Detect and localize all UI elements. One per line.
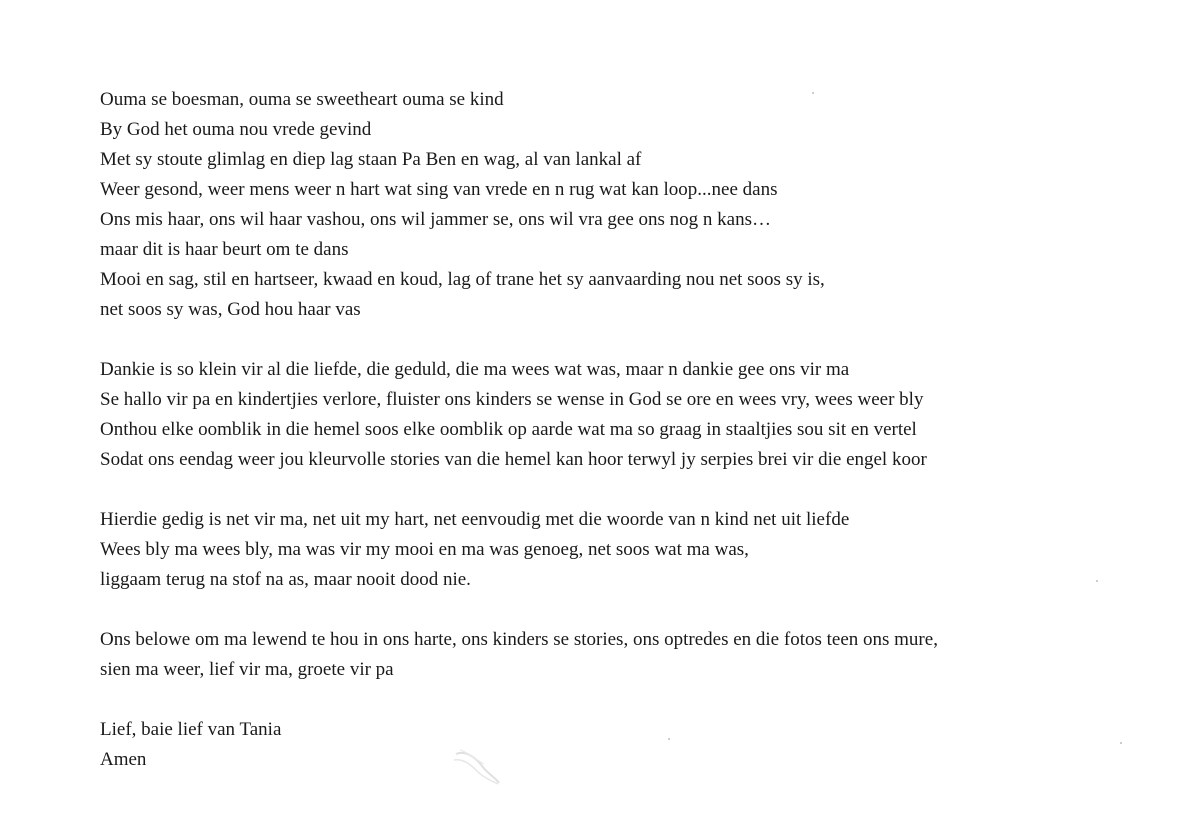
- scan-smudge: [452, 748, 502, 786]
- scan-speck: [1096, 580, 1098, 582]
- scan-speck: [1120, 742, 1122, 744]
- stanza-1: [100, 85, 1180, 325]
- sign-off-line: Lief, baie lief van Tania: [100, 719, 282, 740]
- poem-line: Se hallo vir pa en kindertjies verlore, fluister ons kinders se wense in God se ore en wees vry, wees weer bly: [100, 389, 924, 410]
- poem-line: Sodat ons eendag weer jou kleurvolle stories van die hemel kan hoor terwyl jy serpies brei vir die engel koor: [100, 449, 927, 470]
- stanza-4: [100, 625, 1180, 685]
- poem-line: Wees bly ma wees bly, ma was vir my mooi en ma was genoeg, net soos wat ma was,: [100, 539, 749, 560]
- poem-line: Dankie is so klein vir al die liefde, die geduld, die ma wees wat was, maar n dankie gee ons vir ma: [100, 359, 850, 380]
- stanza-spacer: [100, 595, 1180, 625]
- stanza-2: [100, 355, 1180, 475]
- scan-speck: [812, 92, 814, 94]
- signature-block: [100, 715, 1180, 775]
- stanza-spacer: [100, 475, 1180, 505]
- poem-line: Weer gesond, weer mens weer n hart wat sing van vrede en n rug wat kan loop...nee dans: [100, 179, 778, 200]
- stanza-spacer: [100, 685, 1180, 715]
- poem-line: Ons belowe om ma lewend te hou in ons harte, ons kinders se stories, ons optredes en die fotos teen ons mure,: [100, 629, 938, 650]
- poem-line: maar dit is haar beurt om te dans: [100, 239, 349, 260]
- poem-line: Met sy stoute glimlag en diep lag staan Pa Ben en wag, al van lankal af: [100, 149, 642, 170]
- poem-line: sien ma weer, lief vir ma, groete vir pa: [100, 659, 394, 680]
- stanza-3: [100, 505, 1180, 595]
- poem-line: Ouma se boesman, ouma se sweetheart ouma se kind: [100, 89, 504, 110]
- poem-line: Ons mis haar, ons wil haar vashou, ons wil jammer se, ons wil vra gee ons nog n kans…: [100, 209, 771, 230]
- poem-line: Mooi en sag, stil en hartseer, kwaad en koud, lag of trane het sy aanvaarding nou net soos sy is,: [100, 269, 825, 290]
- poem-line: Hierdie gedig is net vir ma, net uit my hart, net eenvoudig met die woorde van n kind net uit liefde: [100, 509, 850, 530]
- stanza-spacer: [100, 325, 1180, 355]
- poem-line: liggaam terug na stof na as, maar nooit dood nie.: [100, 569, 471, 590]
- closing-amen: Amen: [100, 749, 147, 770]
- poem-line: Onthou elke oomblik in die hemel soos elke oomblik op aarde wat ma so graag in staaltjies sou sit en vertel: [100, 419, 917, 440]
- poem-line: net soos sy was, God hou haar vas: [100, 299, 361, 320]
- poem-text: [100, 85, 1180, 775]
- poem-line: By God het ouma nou vrede gevind: [100, 119, 372, 140]
- scan-speck: [668, 738, 670, 740]
